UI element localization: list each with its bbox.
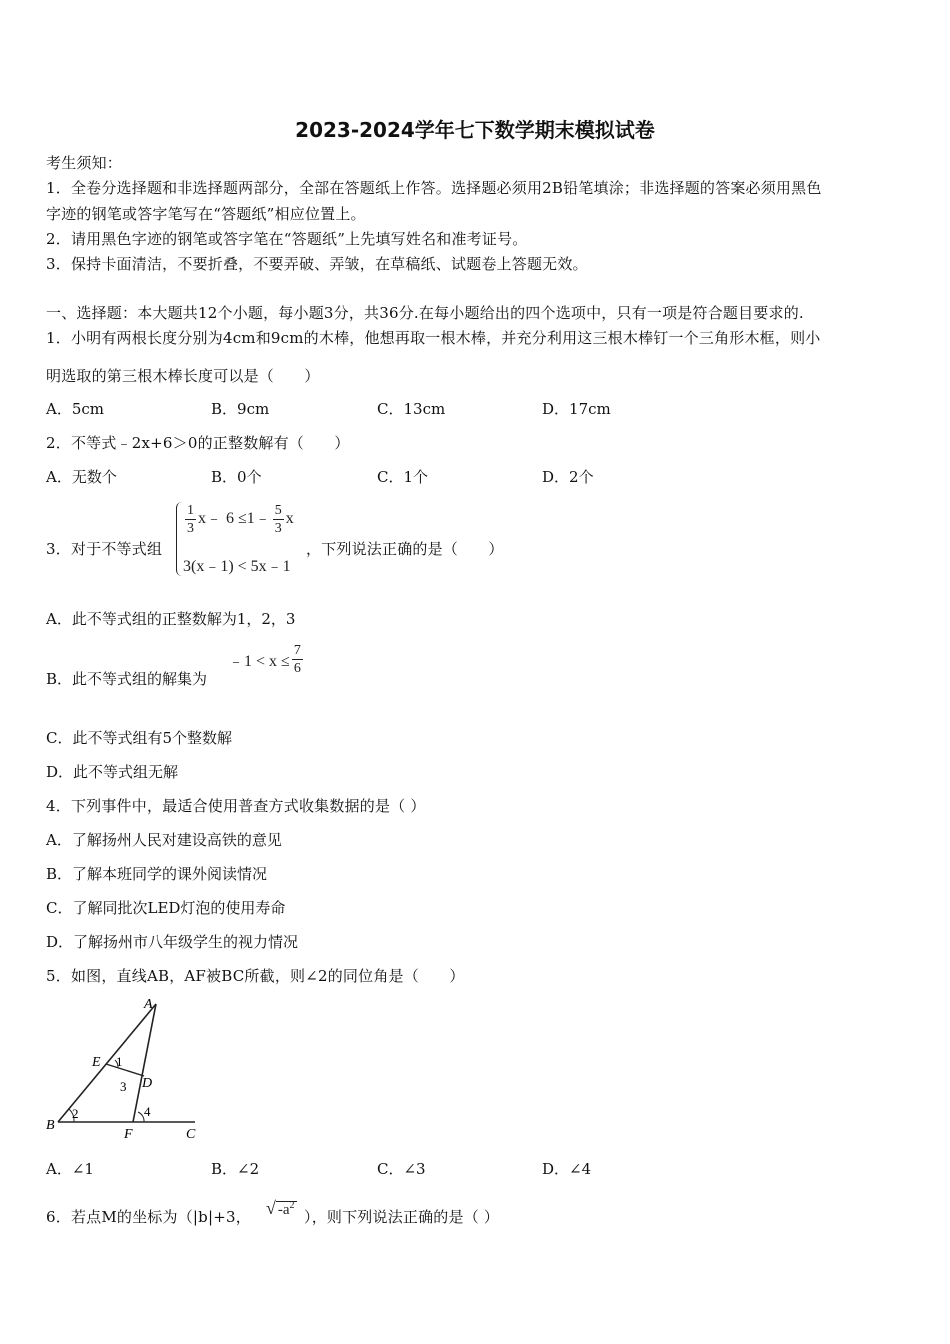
q5-option-a[interactable]: A．∠1: [46, 1160, 94, 1178]
page-title: 2023-2024学年七下数学期末模拟试卷: [295, 118, 655, 142]
label-b: B: [46, 1118, 55, 1133]
q6-stem-prefix: 6．若点M的坐标为（|b|+3，: [46, 1208, 251, 1226]
q1-option-c[interactable]: C．13cm: [377, 400, 446, 418]
q5-stem: 5．如图，直线AB，AF被BC所截，则∠2的同位角是（ ）: [46, 967, 465, 985]
q3-option-c[interactable]: C．此不等式组有5个整数解: [46, 729, 233, 747]
q4-option-c[interactable]: C．了解同批次LED灯泡的使用寿命: [46, 899, 286, 917]
angle-3-label: 3: [120, 1079, 127, 1094]
label-e: E: [92, 1055, 101, 1070]
q1-option-b[interactable]: B．9cm: [211, 400, 270, 418]
q3-option-b-math: ﹣1 < x ≤ $\frac{7}{6}$: [228, 643, 301, 676]
q5-option-d[interactable]: D．∠4: [542, 1160, 592, 1178]
notice-item-2: 2．请用黑色字迹的钢笔或答字笔在“答题纸”上先填写姓名和准考证号。: [46, 230, 528, 248]
q1-option-a[interactable]: A．5cm: [46, 400, 105, 418]
label-a: A: [144, 997, 153, 1012]
q1-stem-line2: 明选取的第三根木棒长度可以是（ ）: [46, 367, 320, 385]
q4-option-b[interactable]: B．了解本班同学的课外阅读情况: [46, 865, 268, 883]
q3-stem-suffix: ，下列说法正确的是（ ）: [306, 540, 504, 558]
q4-option-d[interactable]: D．了解扬州市八年级学生的视力情况: [46, 933, 299, 951]
system-brace: [176, 502, 183, 576]
notice-item-3: 3．保持卡面清洁，不要折叠，不要弄破、弄皱，在草稿纸、试题卷上答题无效。: [46, 255, 588, 273]
q2-option-c[interactable]: C．1个: [377, 468, 429, 486]
angle-4-label: 4: [144, 1104, 151, 1119]
q1-option-d[interactable]: D．17cm: [542, 400, 611, 418]
line-ed: [106, 1064, 144, 1076]
label-d: D: [142, 1076, 153, 1091]
q3-option-b[interactable]: B．此不等式组的解集为: [46, 670, 208, 688]
q4-stem: 4．下列事件中，最适合使用普查方式收集数据的是（ ）: [46, 797, 426, 815]
q6-sqrt: √ $-a^2$: [266, 1198, 295, 1218]
angle-2-label: 2: [72, 1106, 79, 1121]
q5-option-b[interactable]: B．∠2: [211, 1160, 260, 1178]
q3-option-d[interactable]: D．此不等式组无解: [46, 763, 179, 781]
q3-stem-prefix: 3．对于不等式组: [46, 540, 163, 558]
q1-stem-line1: 1．小明有两根长度分别为4cm和9cm的木棒，他想再取一根木棒，并充分利用这三根木棒钉一个三角形木框，则小: [46, 329, 821, 347]
q3-inequality-2: 3(x﹣1) < 5x﹣1: [183, 558, 291, 575]
q3-inequality-1: $\frac{1}{3}$ x﹣ 6 ≤1﹣ $\frac{5}{3}$ x: [187, 503, 294, 536]
notice-item-1a: 1．全卷分选择题和非选择题两部分，全部在答题纸上作答。选择题必须用2B铅笔填涂；非选择题的答案必须用黑色: [46, 179, 822, 197]
q6-stem-suffix: ），则下列说法正确的是（ ）: [304, 1208, 500, 1226]
q3-option-a[interactable]: A．此不等式组的正整数解为1，2，3: [46, 610, 296, 628]
section-heading: 一、选择题：本大题共12个小题，每小题3分，共36分.在每小题给出的四个选项中，只有一项是符合题目要求的.: [46, 304, 804, 322]
label-f: F: [124, 1127, 133, 1142]
q4-option-a[interactable]: A．了解扬州人民对建设高铁的意见: [46, 831, 282, 849]
notice-item-1b: 字迹的钢笔或答字笔写在“答题纸”相应位置上。: [46, 205, 366, 223]
q2-option-a[interactable]: A．无数个: [46, 468, 117, 486]
q2-stem: 2．不等式﹣2x+6＞0的正整数解有（ ）: [46, 434, 350, 452]
label-c: C: [186, 1127, 196, 1142]
q5-option-c[interactable]: C．∠3: [377, 1160, 426, 1178]
notice-heading: 考生须知：: [46, 154, 123, 172]
q2-option-d[interactable]: D．2个: [542, 468, 594, 486]
q2-option-b[interactable]: B．0个: [211, 468, 262, 486]
geometry-figure: [40, 990, 205, 1145]
line-ab: [58, 1004, 156, 1122]
angle-1-label: 1: [116, 1054, 123, 1069]
